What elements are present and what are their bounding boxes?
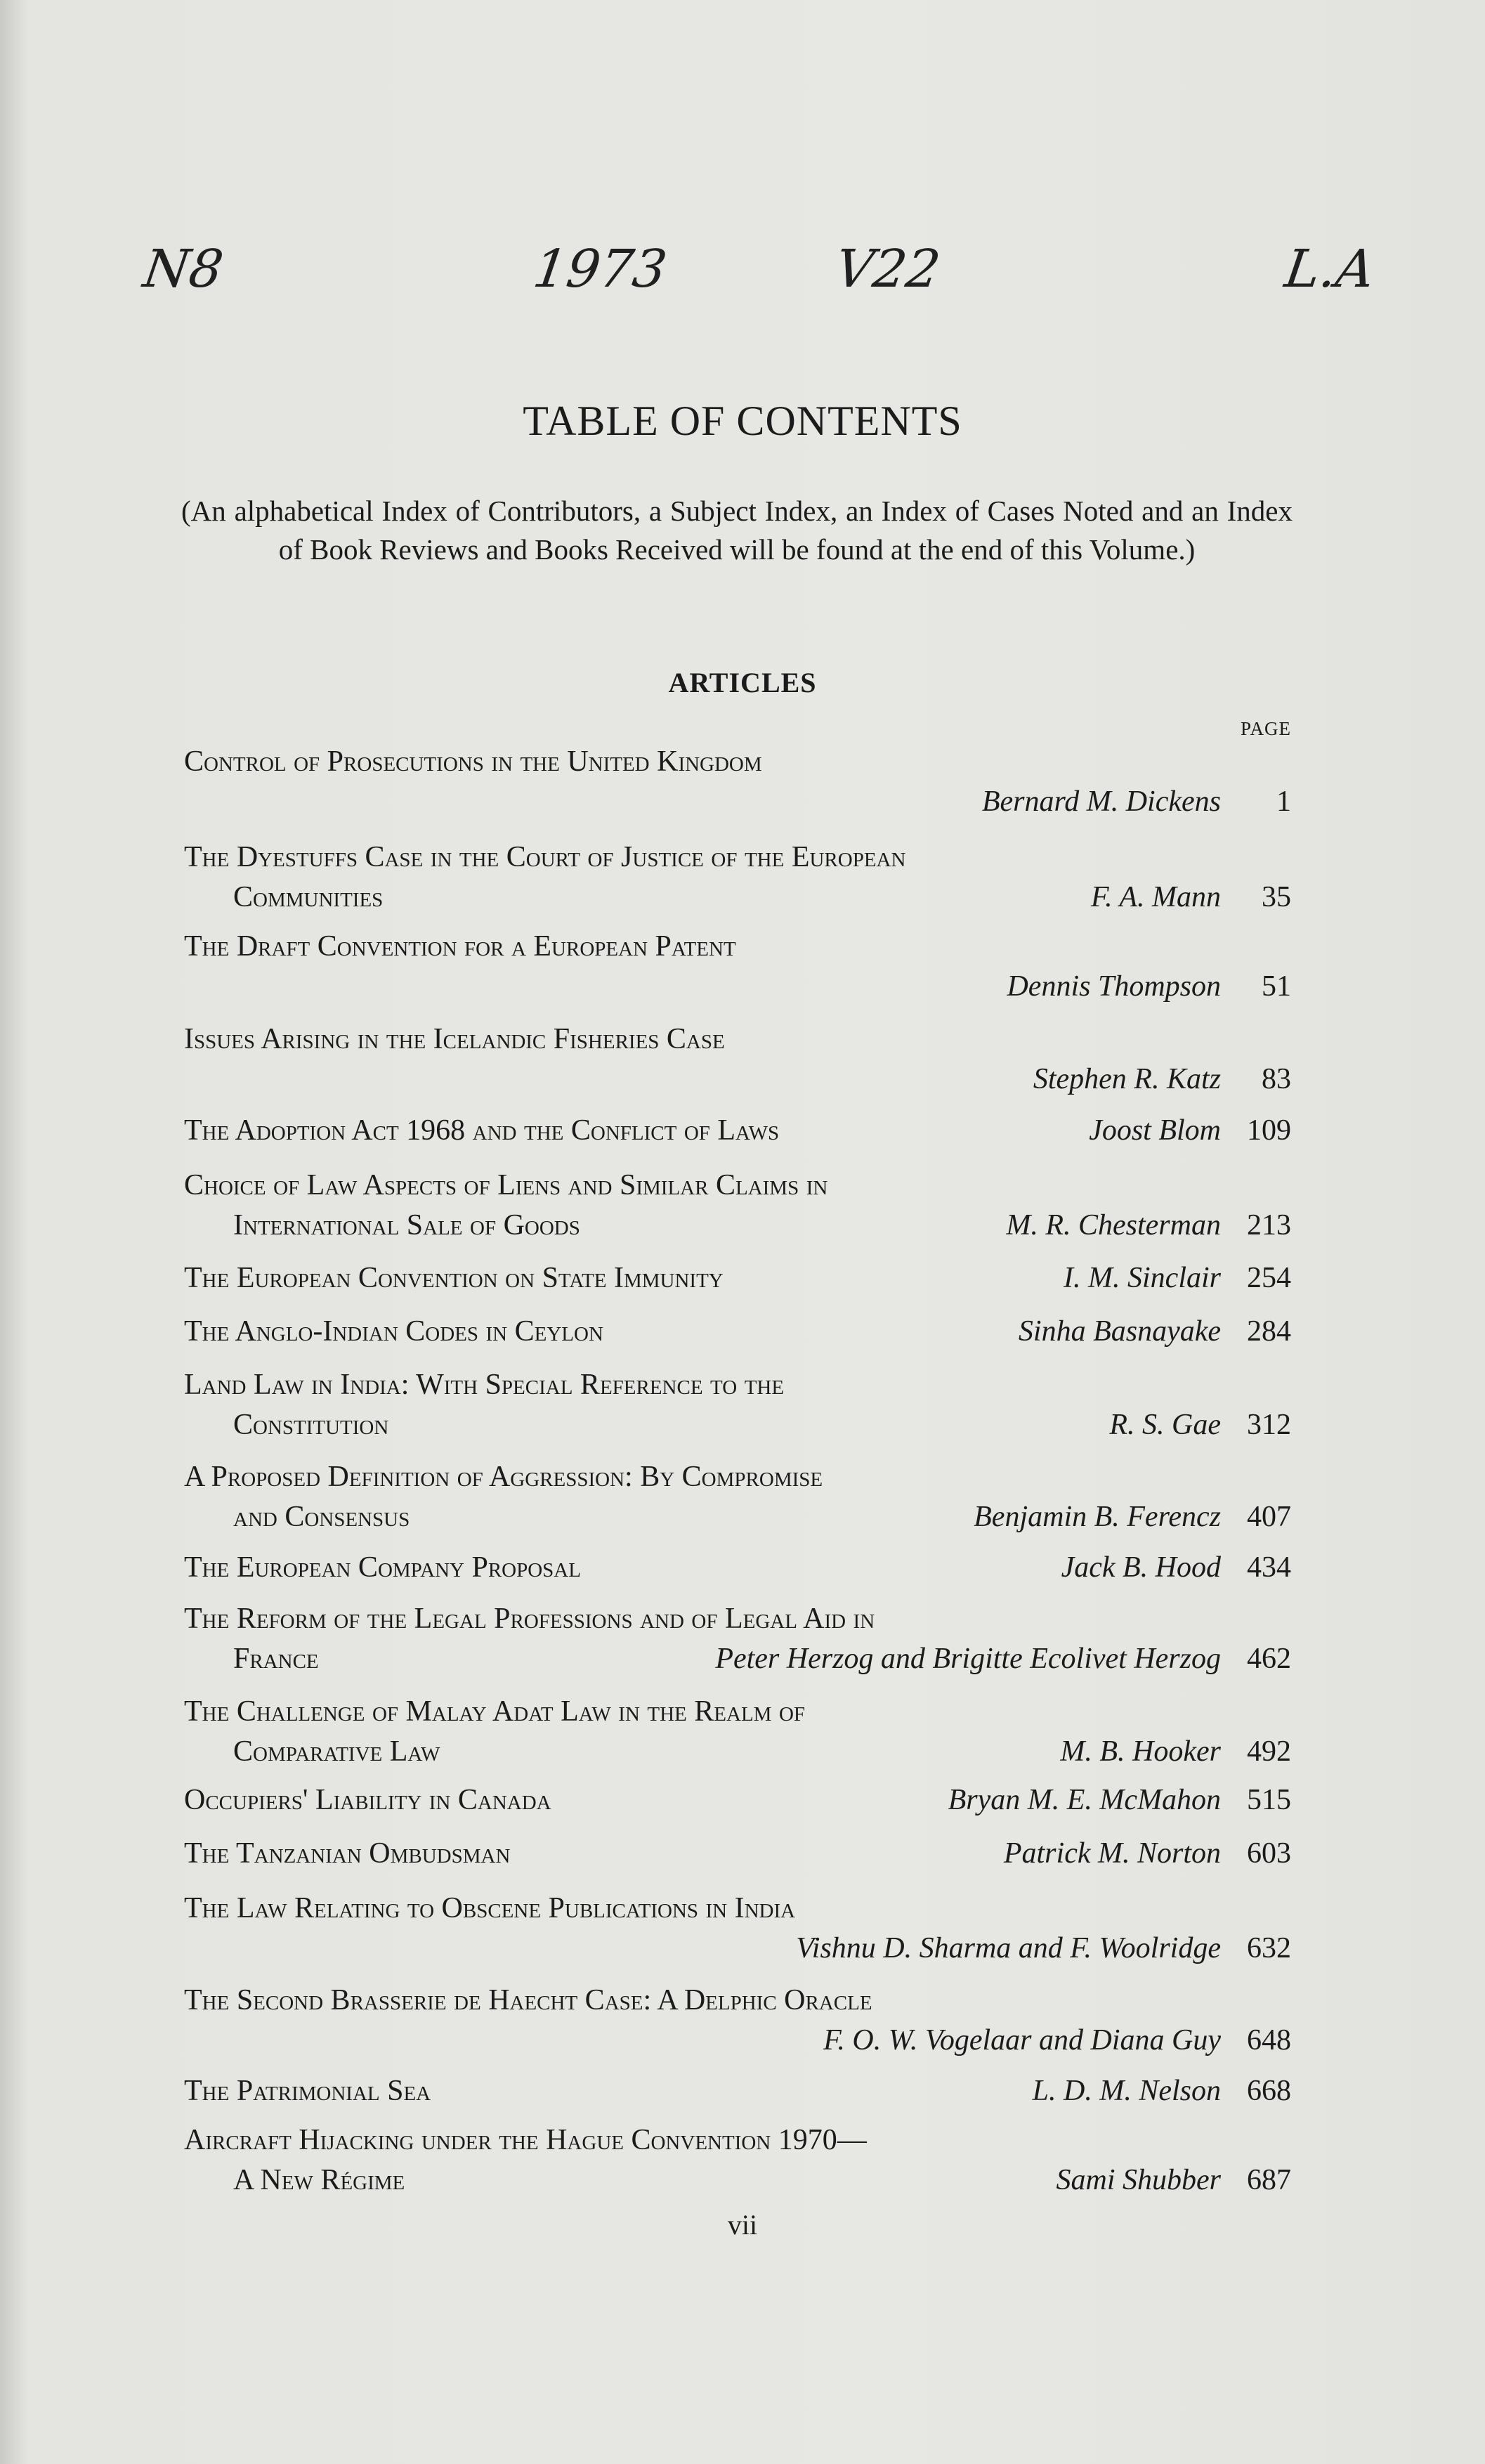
toc-entry — [184, 840, 1291, 920]
entry-page: 603 — [1247, 1837, 1291, 1870]
handwritten-note-3: V22 — [831, 239, 944, 299]
entry-title: The Challenge of Malay Adat Law in the Realm of — [184, 1695, 806, 1728]
entry-title: Choice of Law Aspects of Liens and Similar Claims in — [184, 1169, 828, 1201]
entry-page: 109 — [1247, 1114, 1291, 1147]
entry-page: 687 — [1247, 2164, 1291, 2196]
section-heading: ARTICLES — [668, 667, 817, 698]
entry-author: I. M. Sinclair — [1064, 1262, 1221, 1294]
entry-title: The Second Brasserie de Haecht Case: A Delphic Oracle — [184, 1984, 872, 2016]
entry-title-cont: A New Régime — [233, 2164, 405, 2196]
entry-title: The Anglo-Indian Codes in Ceylon — [184, 1315, 603, 1348]
entry-page: 213 — [1247, 1209, 1291, 1241]
entry-page: 51 — [1262, 970, 1291, 1003]
entry-page: 648 — [1247, 2024, 1291, 2056]
entry-title: Land Law in India: With Special Reference to the — [184, 1369, 785, 1401]
toc-entry — [184, 1695, 1291, 1775]
entry-title-cont: Comparative Law — [233, 1735, 440, 1768]
toc-entry — [184, 1114, 1291, 1154]
entry-author: Sinha Basnayake — [1018, 1315, 1221, 1348]
entry-author: Bryan M. E. McMahon — [948, 1784, 1221, 1816]
entry-page: 83 — [1262, 1063, 1291, 1095]
entry-title: The Draft Convention for a European Patent — [184, 930, 736, 963]
toc-entry — [184, 1891, 1291, 1971]
entry-page: 1 — [1276, 786, 1291, 818]
entry-author: Joost Blom — [1089, 1114, 1221, 1147]
entry-author: Patrick M. Norton — [1003, 1837, 1221, 1870]
entry-author: Dennis Thompson — [1007, 970, 1221, 1003]
entry-title-cont: International Sale of Goods — [233, 1209, 580, 1241]
entry-author: L. D. M. Nelson — [1032, 2075, 1221, 2107]
entry-page: 312 — [1247, 1409, 1291, 1441]
entry-author: Bernard M. Dickens — [981, 786, 1221, 818]
toc-entry — [184, 930, 1291, 1010]
toc-entry — [184, 1837, 1291, 1877]
toc-entry — [184, 2074, 1291, 2114]
entry-author: R. S. Gae — [1109, 1409, 1221, 1441]
entry-author: Vishnu D. Sharma and F. Woolridge — [796, 1932, 1221, 1964]
entry-title: Aircraft Hijacking under the Hague Convention 1970— — [184, 2124, 867, 2156]
toc-entry — [184, 1983, 1291, 2064]
entry-title: The European Convention on State Immunity — [184, 1262, 724, 1294]
entry-page: 254 — [1247, 1262, 1291, 1294]
entry-author: F. A. Mann — [1090, 881, 1221, 913]
entry-title: Occupiers' Liability in Canada — [184, 1784, 551, 1816]
toc-entry — [184, 1783, 1291, 1823]
entry-page: 407 — [1247, 1501, 1291, 1533]
toc-entry — [184, 1551, 1291, 1591]
toc-entry — [184, 1602, 1291, 1682]
entry-page: 462 — [1247, 1643, 1291, 1675]
entry-author: M. B. Hooker — [1060, 1735, 1221, 1768]
entry-title-cont: and Consensus — [233, 1501, 410, 1533]
entry-author: M. R. Chesterman — [1006, 1209, 1221, 1241]
entry-title-cont: Communities — [233, 881, 384, 913]
entry-page: 515 — [1247, 1784, 1291, 1816]
entry-title: Issues Arising in the Icelandic Fisheries Case — [184, 1023, 725, 1055]
entry-title: The Tanzanian Ombudsman — [184, 1837, 511, 1870]
handwritten-note-4: L.A — [1281, 239, 1379, 299]
toc-entry — [184, 1022, 1291, 1102]
entry-title: Control of Prosecutions in the United Kingdom — [184, 745, 762, 778]
toc-entry — [184, 1368, 1291, 1448]
toc-entry — [184, 745, 1291, 825]
entry-page: 35 — [1262, 881, 1291, 913]
entry-title: The Adoption Act 1968 and the Conflict of Laws — [184, 1114, 780, 1147]
index-note: (An alphabetical Index of Contributors, a Subject Index, an Index of Cases Noted and an Index of Book Reviews and Books Received will be found at the end of this Volume.) — [181, 495, 1293, 566]
entry-author: F. O. W. Vogelaar and Diana Guy — [823, 2024, 1221, 2056]
entry-title: The Law Relating to Obscene Publications in India — [184, 1892, 796, 1924]
entry-title-cont: France — [233, 1643, 319, 1675]
entry-title: A Proposed Definition of Aggression: By Compromise — [184, 1461, 823, 1493]
page-column-label: PAGE — [1240, 718, 1291, 739]
entry-page: 668 — [1247, 2075, 1291, 2107]
entry-page: 632 — [1247, 1932, 1291, 1964]
page-title: TABLE OF CONTENTS — [523, 398, 962, 444]
entry-page: 434 — [1247, 1551, 1291, 1584]
toc-entry — [184, 1460, 1291, 1540]
entry-author: Peter Herzog and Brigitte Ecolivet Herzog — [715, 1643, 1221, 1675]
toc-entry — [184, 1315, 1291, 1355]
entry-title: The Dyestuffs Case in the Court of Justice of the European — [184, 841, 906, 873]
toc-entry — [184, 1168, 1291, 1249]
entry-author: Stephen R. Katz — [1033, 1063, 1221, 1095]
entry-title: The European Company Proposal — [184, 1551, 581, 1584]
entry-author: Jack B. Hood — [1061, 1551, 1221, 1584]
entry-author: Benjamin B. Ferencz — [974, 1501, 1221, 1533]
entry-page: 284 — [1247, 1315, 1291, 1348]
entry-title: The Patrimonial Sea — [184, 2075, 431, 2107]
entry-title: The Reform of the Legal Professions and of Legal Aid in — [184, 1603, 875, 1635]
entry-author: Sami Shubber — [1056, 2164, 1221, 2196]
handwritten-note-1: N8 — [139, 239, 227, 299]
page-number: vii — [727, 2209, 758, 2241]
entry-title-cont: Constitution — [233, 1409, 389, 1441]
toc-entry — [184, 1261, 1291, 1301]
handwritten-note-2: 1973 — [529, 239, 671, 299]
toc-entry — [184, 2123, 1291, 2203]
entry-page: 492 — [1247, 1735, 1291, 1768]
